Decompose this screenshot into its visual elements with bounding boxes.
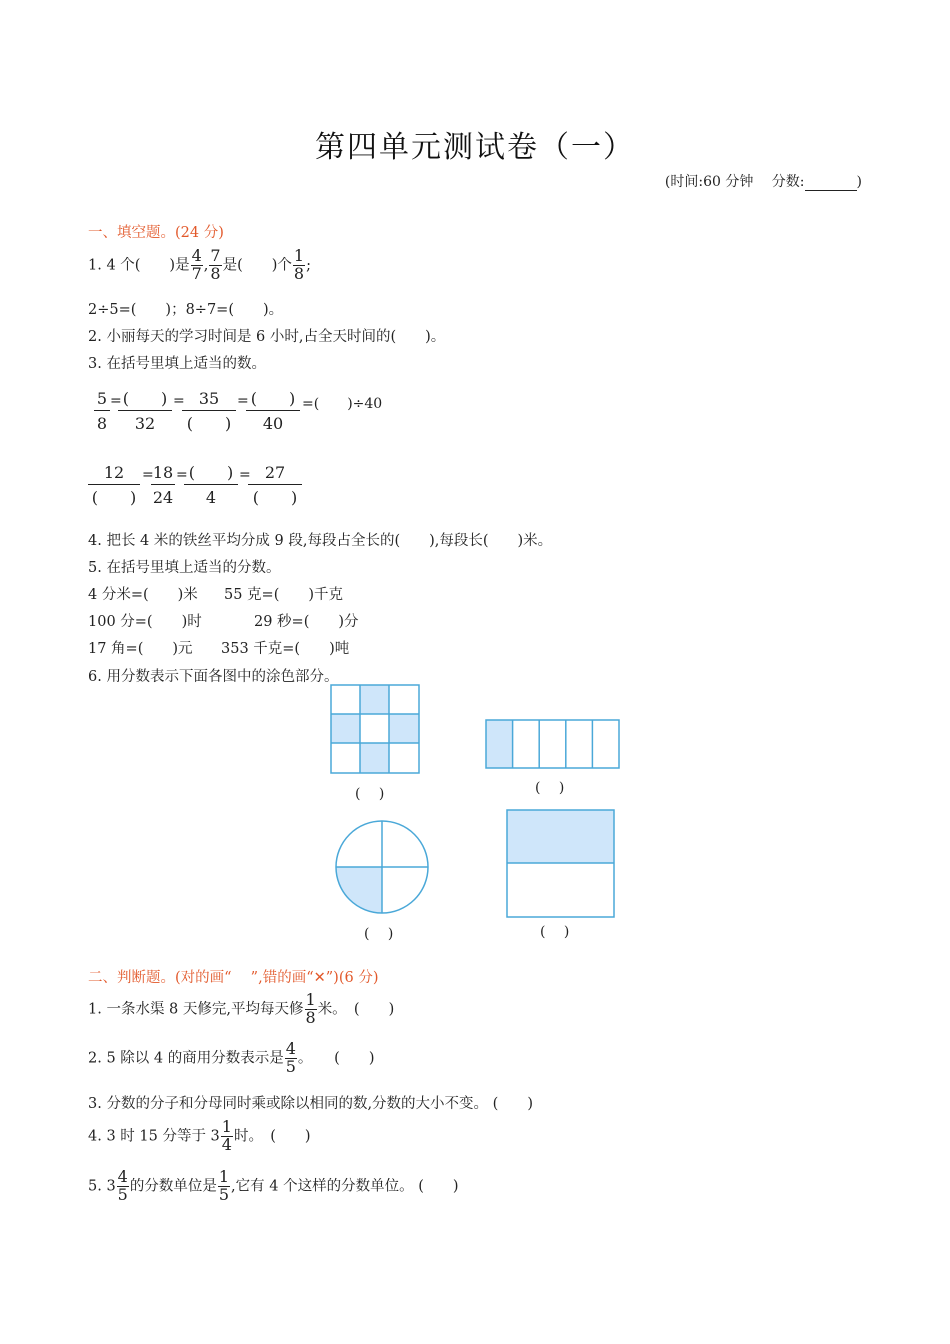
fraction [209, 248, 221, 283]
exam-meta-label: (时间:60 分钟 分数: [664, 174, 805, 190]
figure1-caption[interactable]: ( ) [355, 786, 385, 802]
exam-meta [665, 171, 862, 191]
judge5-text-c: ,它有 4 个这样的分数单位。 ( ) [231, 1178, 459, 1195]
question-6: 6. 用分数表示下面各图中的涂色部分。 [88, 669, 339, 685]
denominator: 40 [262, 414, 284, 433]
question-1 [88, 248, 311, 283]
q5-line3-b: 353 千克=( )吨 [221, 641, 350, 657]
question-4: 4. 把长 4 米的铁丝平均分成 9 段,每段占全长的( ),每段长( )米。 [88, 533, 553, 549]
fraction [285, 1041, 297, 1076]
numerator[interactable]: ( ) [246, 388, 300, 411]
denominator: 24 [152, 488, 174, 507]
judge-3: 3. 分数的分子和分母同时乘或除以相同的数,分数的大小不变。 ( ) [88, 1096, 533, 1112]
numerator: 12 [88, 462, 140, 485]
grid-figure [330, 684, 422, 776]
numerator[interactable]: ( ) [184, 462, 238, 485]
judge-5 [88, 1169, 459, 1204]
q5-line2-a: 100 分=( )时 [88, 614, 202, 630]
fraction [117, 1169, 129, 1204]
question-5: 5. 在括号里填上适当的分数。 [88, 560, 281, 576]
q1-text-a: 1. 4 个( )是 [88, 257, 190, 274]
denominator[interactable]: ( ) [186, 414, 232, 433]
rectangle-figure [506, 809, 616, 919]
fraction [305, 992, 317, 1027]
section1-heading: 一、填空题。(24 分) [88, 225, 224, 241]
denominator[interactable]: ( ) [91, 488, 137, 507]
q5-line1-a: 4 分米=( )米 [88, 587, 198, 603]
numerator: 4 [191, 246, 202, 265]
q5-line1-b: 55 克=( )千克 [224, 587, 344, 603]
denominator: 5 [218, 1184, 230, 1204]
q3r2-fraction-2 [151, 462, 175, 507]
q1-text-b: 是( )个 [222, 257, 292, 274]
numerator: 27 [248, 462, 302, 485]
denominator: 4 [205, 488, 217, 507]
numerator: 1 [221, 1117, 232, 1136]
figure4-caption[interactable]: ( ) [540, 924, 570, 940]
judge4-text-b: 时。 ( ) [233, 1128, 311, 1145]
equals: = [173, 393, 185, 409]
figure3-caption[interactable]: ( ) [364, 926, 394, 942]
q3r1-fraction-2 [118, 388, 172, 433]
denominator: 8 [305, 1007, 316, 1027]
q3r1-fraction-4 [246, 388, 300, 433]
denominator[interactable]: ( ) [252, 488, 298, 507]
numerator: 18 [151, 462, 175, 485]
judge-2 [88, 1041, 375, 1076]
page-title: 第四单元测试卷（一） [315, 130, 635, 165]
denominator: 5 [285, 1056, 296, 1076]
numerator: 1 [305, 990, 316, 1009]
denominator: 8 [293, 263, 305, 283]
q3r1-fraction-1 [94, 388, 110, 433]
judge5-text-a: 5. 3 [88, 1178, 116, 1195]
exam-meta-end: ) [856, 174, 862, 190]
denominator: 7 [191, 263, 202, 283]
numerator: 1 [218, 1167, 230, 1186]
q3r2-fraction-3 [184, 462, 238, 507]
score-blank[interactable] [805, 176, 857, 191]
fraction [191, 248, 203, 283]
numerator: 4 [117, 1167, 128, 1186]
figure2-caption[interactable]: ( ) [535, 780, 565, 796]
q5-line3-a: 17 角=( )元 [88, 641, 193, 657]
denominator: 5 [117, 1184, 128, 1204]
equals: = [142, 467, 154, 483]
strip-figure [485, 719, 621, 771]
judge2-text-a: 2. 5 除以 4 的商用分数表示是 [88, 1050, 284, 1067]
judge2-text-b: 。 ( ) [297, 1050, 375, 1067]
question-3: 3. 在括号里填上适当的数。 [88, 356, 266, 372]
numerator: 1 [293, 246, 305, 265]
judge1-text-b: 米。 ( ) [317, 1001, 395, 1018]
judge-1 [88, 992, 394, 1027]
q3r1-tail: =( )÷40 [302, 396, 383, 412]
denominator: 8 [210, 263, 221, 283]
fraction [218, 1169, 230, 1204]
q1-text-c: ; [306, 257, 311, 274]
equals: = [176, 467, 188, 483]
question-2: 2. 小丽每天的学习时间是 6 小时,占全天时间的( )。 [88, 329, 446, 345]
judge1-text-a: 1. 一条水渠 8 天修完,平均每天修 [88, 1001, 304, 1018]
q5-line2-b: 29 秒=( )分 [254, 614, 359, 630]
section2-heading: 二、判断题。(对的画“ ”,错的画“✕”)(6 分) [88, 970, 379, 986]
numerator: 4 [285, 1039, 296, 1058]
numerator[interactable]: ( ) [118, 388, 172, 411]
judge4-text-a: 4. 3 时 15 分等于 3 [88, 1128, 220, 1145]
denominator: 4 [221, 1134, 232, 1154]
judge-4 [88, 1119, 311, 1154]
q3r2-fraction-1 [88, 462, 140, 507]
fraction [221, 1119, 233, 1154]
fraction [293, 248, 305, 283]
judge5-text-b: 的分数单位是 [129, 1178, 217, 1195]
equals: = [237, 393, 249, 409]
numerator: 5 [94, 388, 110, 411]
denominator: 8 [96, 414, 108, 433]
equals: = [239, 467, 251, 483]
numerator: 7 [210, 246, 221, 265]
q3r2-fraction-4 [248, 462, 302, 507]
denominator: 32 [134, 414, 156, 433]
circle-figure [333, 818, 431, 916]
q1-comma: , [203, 257, 209, 274]
q3r1-fraction-3 [182, 388, 236, 433]
numerator: 35 [182, 388, 236, 411]
question-1-line2: 2÷5=( )；8÷7=( )。 [88, 302, 284, 318]
equals: = [110, 393, 122, 409]
